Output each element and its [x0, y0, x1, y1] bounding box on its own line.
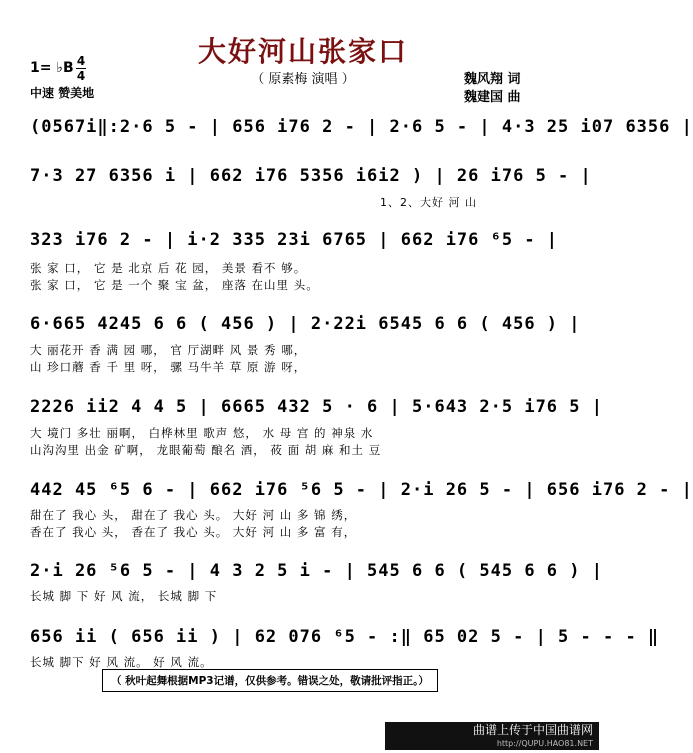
- score-system-7: 2·i 26 ⁵6 5 - | 4 3 2 5 i - | 545 6 6 ( 545 6 6 ) |: [30, 561, 603, 581]
- lyric-line-4a: 大 丽花开 香 满 园 哪， 官 厅湖畔 风 景 秀 哪，: [30, 343, 307, 357]
- lyric-line-3b: 张 家 口， 它 是 一个 聚 宝 盆， 座落 在山里 头。: [30, 278, 319, 292]
- song-title: 大好河山张家口: [197, 35, 408, 68]
- lyricist-credit: 魏风翔 词: [464, 72, 521, 87]
- lyric-line-8a: 长城 脚下 好 风 流。 好 风 流。: [30, 655, 213, 669]
- lyric-line-5a: 大 境门 多壮 丽啊， 白桦林里 歌声 悠， 水 母 宫 的 神泉 水: [30, 426, 374, 440]
- lyric-line-3a: 张 家 口， 它 是 北京 后 花 园， 美景 看不 够。: [30, 261, 307, 275]
- score-system-5: 2226 ii2 4 4 5 | 6665 432 5 · 6 | 5·643 2·5 i76 5 |: [30, 397, 603, 417]
- site-footer: [385, 722, 599, 750]
- lyric-line-7a: 长城 脚 下 好 风 流， 长城 脚 下: [30, 589, 218, 603]
- score-system-1: (0567i‖:2·6 5 - | 656 i76 2 - | 2·6 5 - | 4·3 25 i07 6356 |: [30, 117, 693, 137]
- singer-line: （ 原素梅 演唱 ）: [251, 72, 355, 87]
- lyric-line-6b: 香在了 我心 头， 香在了 我心 头。 大好 河 山 多 富 有，: [30, 525, 357, 539]
- lyric-line-6a: 甜在了 我心 头， 甜在了 我心 头。 大好 河 山 多 锦 绣，: [30, 508, 357, 522]
- score-system-2: 7·3 27 6356 i | 662 i76 5356 i6i2 ) | 26 i76 5 - |: [30, 166, 592, 186]
- key-signature: 1= ♭B: [30, 60, 74, 76]
- score-system-8: 656 ii ( 656 ii ) | 62 076 ⁶5 - :‖ 65 02 5 - | 5 - - - ‖: [30, 627, 660, 647]
- lyric-line-4b: 山 珍口蘑 香 千 里 呀， 骡 马牛羊 草 原 游 呀，: [30, 360, 307, 374]
- score-system-3: 323 i76 2 - | i·2 335 23i 6765 | 662 i76 ⁶5 - |: [30, 230, 559, 250]
- time-bottom: 4: [76, 69, 86, 83]
- score-system-6: 442 45 ⁶5 6 - | 662 i76 ⁵6 5 - | 2·i 26 5 - | 656 i76 2 - |: [30, 480, 693, 500]
- footer-url: http://QUPU.HAO81.NET: [496, 739, 593, 748]
- tempo-marking: 中速 赞美地: [30, 86, 95, 100]
- lyric-line-5b: 山沟沟里 出金 矿啊， 龙眼葡萄 酿名 酒， 莜 面 胡 麻 和土 豆: [30, 443, 382, 457]
- composer-credit: 魏建国 曲: [464, 90, 521, 105]
- score-system-4: 6·665 4245 6 6 ( 456 ) | 2·22i 6545 6 6 ( 456 ) |: [30, 314, 581, 334]
- time-top: 4: [76, 54, 86, 68]
- transcription-note: （ 秋叶起舞根据MP3记谱，仅供参考。错误之处，敬请批评指正。）: [102, 669, 438, 692]
- footer-text: 曲谱上传于中国曲谱网: [472, 723, 593, 737]
- time-signature: [76, 55, 86, 82]
- lyric-line-2a: 1、2、大好 河 山: [380, 196, 477, 209]
